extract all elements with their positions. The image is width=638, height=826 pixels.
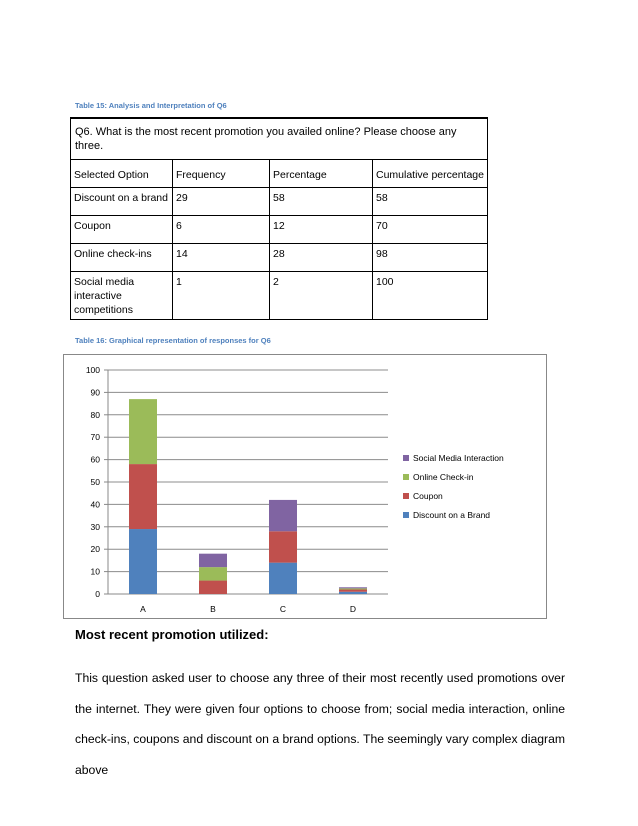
row-cumulative: 100 — [373, 272, 488, 320]
legend-label: Online Check-in — [413, 472, 474, 482]
row-option: Coupon — [71, 216, 173, 244]
y-tick-label: 40 — [90, 499, 100, 510]
x-tick-label: C — [279, 604, 287, 614]
bar-segment-D-2 — [339, 588, 367, 589]
y-tick-label: 30 — [90, 521, 100, 532]
row-cumulative: 58 — [373, 188, 488, 216]
y-tick-label: 90 — [90, 387, 100, 398]
table-row — [71, 272, 488, 320]
bar-segment-C-3 — [269, 500, 297, 531]
legend-label: Social Media Interaction — [413, 453, 504, 463]
y-tick-label: 10 — [90, 566, 100, 577]
legend-swatch — [403, 455, 409, 461]
bar-segment-D-1 — [339, 590, 367, 592]
row-frequency: 14 — [173, 244, 270, 272]
legend-label: Coupon — [413, 491, 443, 501]
y-tick-label: 80 — [90, 409, 100, 420]
table15-caption: Table 15: Analysis and Interpretation of Q6 — [75, 101, 227, 110]
x-tick-label: D — [349, 604, 357, 614]
y-tick-label: 50 — [90, 477, 100, 487]
table-row — [71, 188, 488, 216]
bar-segment-D-3 — [339, 587, 367, 588]
bar-segment-B-2 — [199, 567, 227, 580]
table16-caption: Table 16: Graphical representation of responses for Q6 — [75, 336, 271, 345]
y-tick-label: 70 — [90, 432, 100, 443]
section-paragraph: This question asked user to choose any three of their most recently used promotions over the internet. They were given four options to choose from; social media interaction, online check-ins, coupons and discount on a brand options. The seemingly vary complex diagram above — [75, 671, 565, 777]
header-selected-option: Selected Option — [71, 160, 173, 188]
row-percentage: 12 — [270, 216, 373, 244]
y-tick-label: 20 — [90, 544, 100, 555]
row-frequency: 6 — [173, 216, 270, 244]
row-cumulative: 70 — [373, 216, 488, 244]
legend-swatch — [403, 474, 409, 480]
row-frequency: 29 — [173, 188, 270, 216]
x-tick-label: B — [210, 604, 216, 614]
row-option: Online check-ins — [71, 244, 173, 272]
row-frequency: 1 — [173, 272, 270, 320]
header-cumulative: Cumulative percentage — [373, 160, 488, 188]
x-tick-label: A — [140, 604, 146, 614]
bar-segment-C-1 — [269, 531, 297, 562]
header-frequency: Frequency — [173, 160, 270, 188]
row-option: Social media interactive competitions — [71, 272, 173, 320]
legend-swatch — [403, 493, 409, 499]
bar-segment-A-1 — [129, 464, 157, 529]
table-header-row — [71, 160, 488, 188]
stacked-bar-chart — [63, 354, 547, 619]
row-percentage: 28 — [270, 244, 373, 272]
q6-table — [70, 117, 488, 320]
bar-segment-A-2 — [129, 399, 157, 464]
bar-segment-B-3 — [199, 554, 227, 567]
row-cumulative: 98 — [373, 244, 488, 272]
bar-segment-C-0 — [269, 563, 297, 594]
row-option: Discount on a brand — [71, 188, 173, 216]
bar-segment-B-1 — [199, 581, 227, 594]
table-row — [71, 216, 488, 244]
bar-segment-A-0 — [129, 529, 157, 594]
legend-label: Discount on a Brand — [413, 510, 491, 520]
y-tick-label: 60 — [90, 454, 100, 465]
y-tick-label: 0 — [95, 589, 100, 599]
header-percentage: Percentage — [270, 160, 373, 188]
bar-segment-D-0 — [339, 592, 367, 594]
row-percentage: 58 — [270, 188, 373, 216]
question-cell: Q6. What is the most recent promotion you availed online? Please choose any three. — [71, 118, 488, 160]
table-row — [71, 244, 488, 272]
section-heading: Most recent promotion utilized: — [75, 627, 269, 642]
legend-swatch — [403, 512, 409, 518]
y-tick-label: 100 — [85, 365, 100, 375]
row-percentage: 2 — [270, 272, 373, 320]
